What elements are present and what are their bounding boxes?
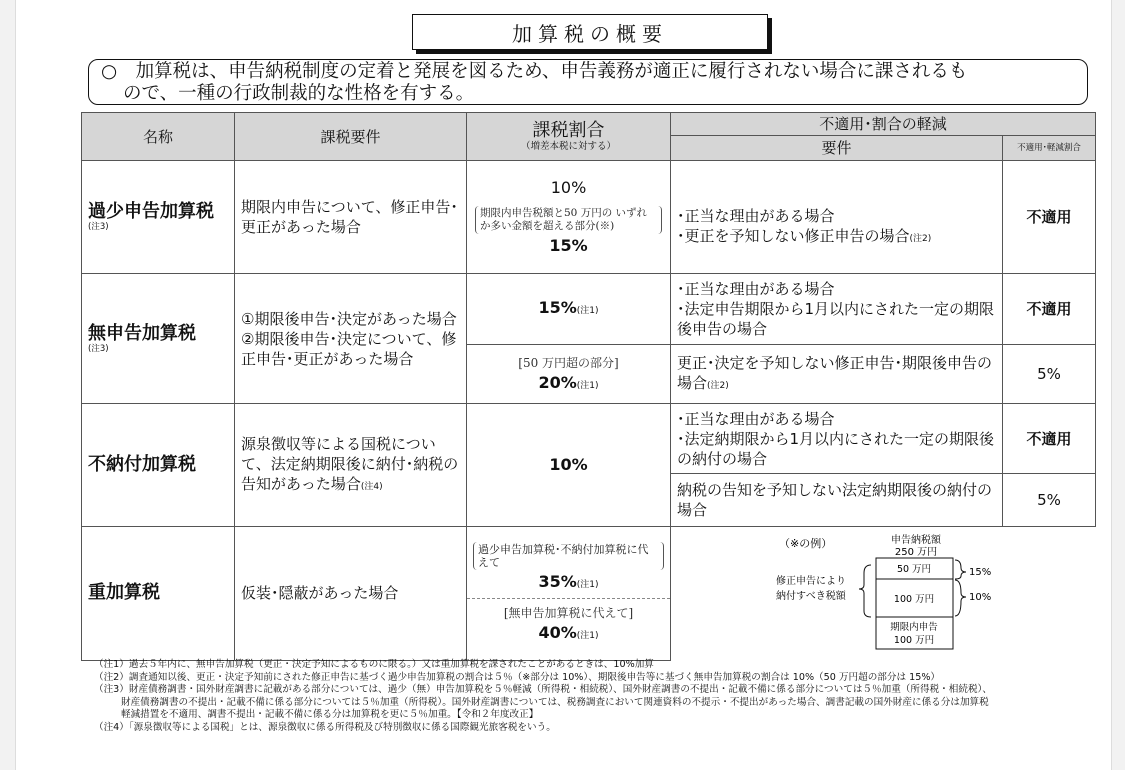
header-requirement: 課税要件 [235,113,467,161]
row-ju [82,527,1096,661]
note-4: （注4）「源泉徴収等による国税」とは、源泉徴収に係る所得税及び特別徴収に係る国際観光旅客税をいう。 [94,721,556,733]
example-top2: 250 万円 [894,547,938,558]
note-3b: 財産債務調書の不提出・記載不備に係る部分については５％加重（所得税）。国外財産調書については、税務調査において関連資料の不提示・不提出があった場合、調書記載の国外財産に係る分は加算税 [121,696,989,708]
kasho-name-cell: 過少申告加算税 (注3) [82,161,235,274]
example-label: （※の例） [779,537,833,550]
example-diagram [671,527,1096,655]
example-pct2: 10% [969,592,992,603]
note-3a: （注3）財産債務調書・国外財産調書に記載がある部分については、過少（無）申告加算税を５％軽減（所得税・相続税）、国外財産調書の不提出・記載不備に係る部分については５％加重（所得税・相続税）、 [94,684,992,695]
ju-rate-cell: 過少申告加算税･不納付加算税に代えて 35%(注1) [無申告加算税に代えて] 40%(注1) [467,527,671,661]
mushinkoku-requirement: ①期限後申告･決定があった場合 ②期限後申告･決定について、修正申告･更正があった場合 [235,274,467,404]
example-top1: 申告納税額 [891,535,941,546]
example-brace-bottom [955,580,966,616]
svg-text:期限内申告: 期限内申告 [890,622,938,633]
svg-text:100 万円: 100 万円 [893,635,935,646]
footnotes [94,659,1114,734]
mushinkoku-name-cell: 無申告加算税 (注3) [82,274,235,404]
header-relief-requirement: 要件 [671,136,1003,161]
funofu-rate: 10% [467,404,671,527]
page-title: 加算税の概要 [412,14,768,50]
summary-line-2: ので、一種の行政制裁的な性格を有する。 [123,83,475,104]
example-pct1: 15% [969,567,992,578]
document-page [15,0,1112,770]
example-brace-top [955,560,966,579]
example-cell [671,527,1096,661]
kasho-requirement: 期限内申告について、修正申告･更正があった場合 [235,161,467,274]
example-brace [859,565,871,617]
header-row [82,113,1096,136]
svg-text:50 万円: 50 万円 [896,564,932,575]
mushinkoku-relief2: 更正･決定を予知しない修正申告･期限後申告の場合(注2) [671,345,1003,404]
mushinkoku-relief1-rate: 不適用 [1003,274,1096,345]
header-name: 名称 [82,113,235,161]
kasho-relief-rate: 不適用 [1003,161,1096,274]
row-mushinkoku-1 [82,274,1096,345]
mushinkoku-relief1: ･正当な理由がある場合 ･法定申告期限から1月以内にされた一定の期限後申告の場合 [671,274,1003,345]
kasho-rate-cell: 10% 期限内申告税額と50 万円の いずれか多い金額を超える部分(※) 15% [467,161,671,274]
note-1: （注1）過去５年内に、無申告加算税（更正・決定予知によるものに限る。）又は重加算税を課されたことがあるときは、10%加算 [94,659,654,670]
example-left1: 修正申告により [776,576,846,587]
example-left2: 納付すべき税額 [776,591,846,602]
header-rate: 課税割合 （増差本税に対する） [467,113,671,161]
summary-box [88,59,1088,105]
mushinkoku-relief2-rate: 5% [1003,345,1096,404]
summary-line-1: ○ 加算税は、申告納税制度の定着と発展を図るため、申告義務が適正に履行されない場合に課されるも [101,61,968,82]
funofu-relief2: 納税の告知を予知しない法定納期限後の納付の場合 [671,474,1003,527]
row-funofu-1 [82,404,1096,474]
funofu-relief2-rate: 5% [1003,474,1096,527]
kasho-relief: ･正当な理由がある場合 ･更正を予知しない修正申告の場合(注2) [671,161,1003,274]
funofu-requirement: 源泉徴収等による国税について、法定納期限後に納付･納税の告知があった場合(注4) [235,404,467,527]
funofu-name-cell: 不納付加算税 [82,404,235,527]
svg-text:100 万円: 100 万円 [893,594,935,605]
funofu-relief1: ･正当な理由がある場合 ･法定納期限から1月以内にされた一定の期限後の納付の場合 [671,404,1003,474]
note-2: （注2）調査通知以後、更正・決定予知前にされた修正申告に基づく過少申告加算税の割合は５％（※部分は 10%）、期限後申告等に基づく無申告加算税の割合は 10%（50 万円超の部分は 15%） [94,671,941,683]
ju-name-cell: 重加算税 [82,527,235,661]
note-3c: 軽減措置を不適用、調書不提出・記載不備に係る分は加算税を更に５％加重。【令和２年度改正】 [121,709,539,720]
header-relief-rate: 不適用･軽減割合 [1003,136,1096,161]
row-kasho [82,161,1096,274]
ju-requirement: 仮装･隠蔽があった場合 [235,527,467,661]
header-relief: 不適用･割合の軽減 [671,113,1096,136]
mushinkoku-rate2: [50 万円超の部分] 20%(注1) [467,345,671,404]
funofu-relief1-rate: 不適用 [1003,404,1096,474]
mushinkoku-rate1: 15%(注1) [467,274,671,345]
overview-table [81,112,1096,661]
